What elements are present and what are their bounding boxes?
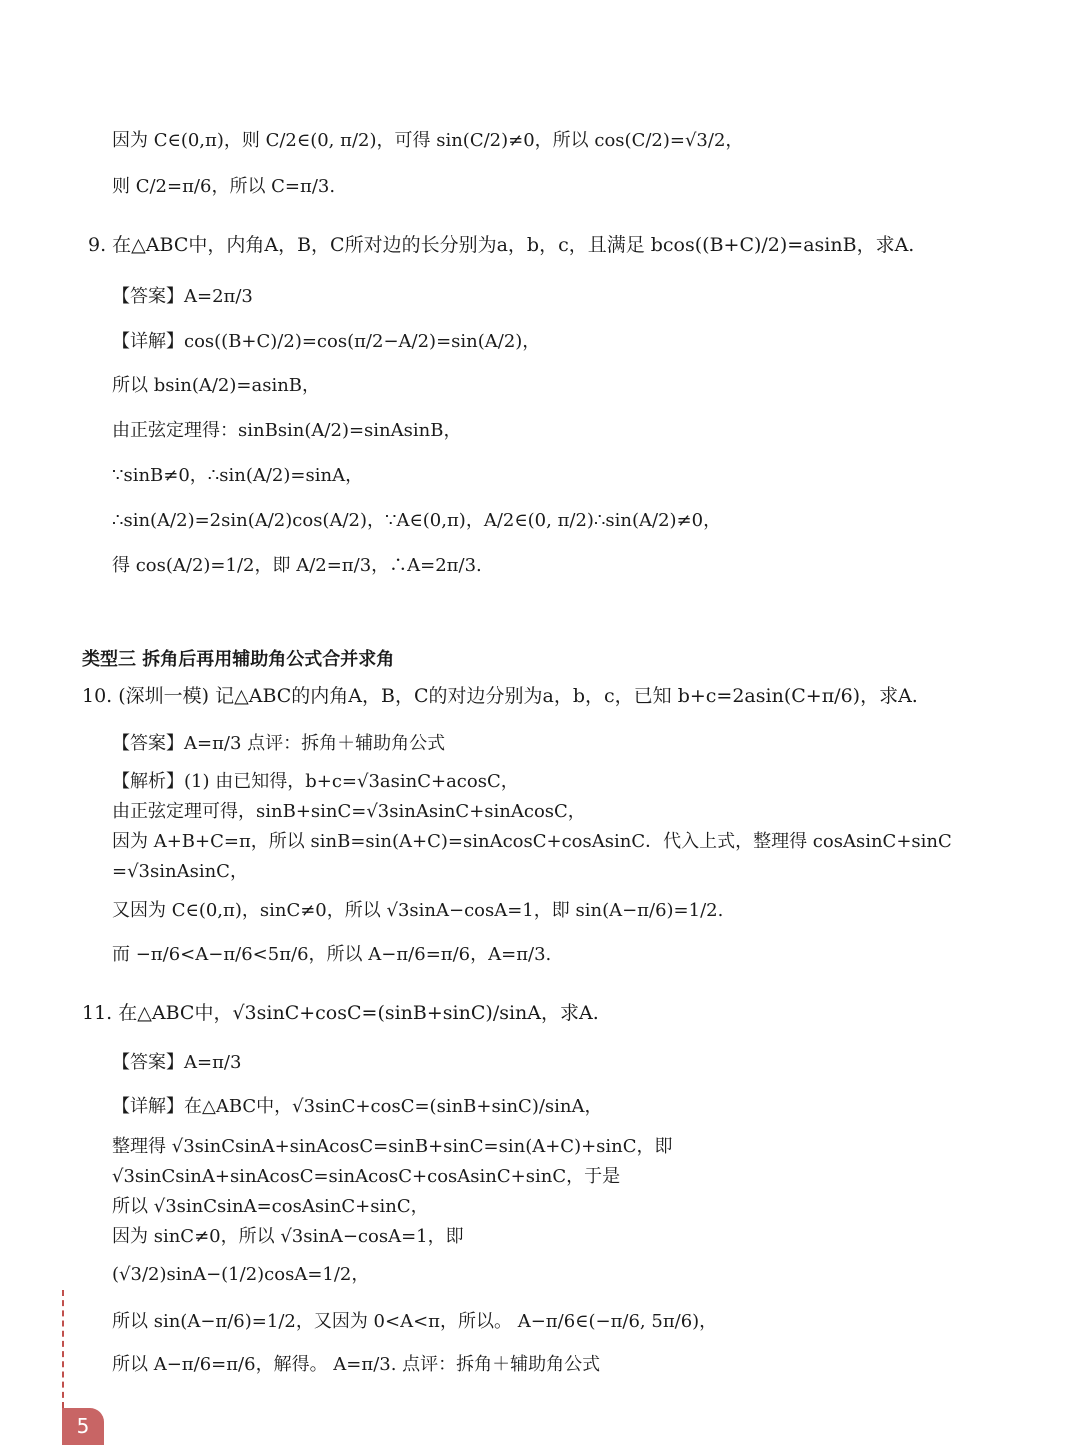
solution-line: 【详解】cos((B+C)/2)=cos(π/2−A/2)=sin(A/2)， (112, 331, 541, 352)
solution-line: ∵sinB≠0，∴sin(A/2)=sinA， (112, 465, 364, 486)
solution-line: 由正弦定理可得，sinB+sinC=√3sinAsinC+sinAcosC， (112, 801, 586, 822)
solution-line: 所以 √3sinCsinA=cosAsinC+sinC， (112, 1196, 429, 1217)
question-11: 11. 在△ABC中，√3sinC+cosC=(sinB+sinC)/sinA，求A. (82, 1002, 599, 1024)
solution-line: 所以 sin(A−π/6)=1/2，又因为 0<A<π，所以。 A−π/6∈(−π/6, 5π/6)， (112, 1311, 718, 1332)
text-line: 则 C/2=π/6，所以 C=π/3. (112, 176, 336, 197)
text-line: 因为 C∈(0,π)，则 C/2∈(0, π/2)，可得 sin(C/2)≠0，所以 cos(C/2)=√3/2， (112, 130, 744, 151)
solution-line: 由正弦定理得：sinBsin(A/2)=sinAsinB， (112, 420, 462, 441)
answer-line: 【答案】A=2π/3 (112, 286, 253, 307)
solution-line: 因为 sinC≠0，所以 √3sinA−cosA=1，即 (112, 1226, 464, 1247)
solution-line: ∴sin(A/2)=2sin(A/2)cos(A/2)，∵A∈(0,π)，A/2∈(0, π/2)∴sin(A/2)≠0， (112, 510, 722, 531)
answer-line: 【答案】A=π/3 (112, 1052, 242, 1073)
solution-line: 整理得 √3sinCsinA+sinAcosC=sinB+sinC=sin(A+C)+sinC，即 (112, 1136, 673, 1157)
solution-line: 因为 A+B+C=π，所以 sinB=sin(A+C)=sinAcosC+cosAsinC．代入上式，整理得 cosAsinC+sinC (112, 831, 952, 852)
solution-line: (√3/2)sinA−(1/2)cosA=1/2， (112, 1264, 370, 1285)
solution-line: √3sinCsinA+sinAcosC=sinAcosC+cosAsinC+sinC，于是 (112, 1166, 621, 1187)
solution-line: =√3sinAsinC， (112, 861, 248, 882)
solution-line: 所以 A−π/6=π/6，解得。 A=π/3. 点评：拆角＋辅助角公式 (112, 1354, 601, 1375)
question-9: 9. 在△ABC中，内角A，B，C所对边的长分别为a，b，c，且满足 bcos((B+C)/2)=asinB，求A. (88, 234, 915, 256)
page-margin-dashed-rule (62, 1290, 64, 1408)
section-heading: 类型三 拆角后再用辅助角公式合并求角 (82, 649, 395, 670)
solution-line: 得 cos(A/2)=1/2，即 A/2=π/3，∴A=2π/3. (112, 555, 482, 576)
solution-line: 又因为 C∈(0,π)，sinC≠0，所以 √3sinA−cosA=1，即 sin(A−π/6)=1/2. (112, 900, 724, 921)
solution-line: 所以 bsin(A/2)=asinB， (112, 375, 321, 396)
solution-line: 而 −π/6<A−π/6<5π/6，所以 A−π/6=π/6，A=π/3. (112, 944, 552, 965)
solution-line: 【详解】在△ABC中，√3sinC+cosC=(sinB+sinC)/sinA， (112, 1096, 603, 1117)
page-number: 5 (76, 1414, 90, 1438)
solution-line: 【解析】(1) 由已知得，b+c=√3asinC+acosC， (112, 771, 519, 792)
question-10: 10. (深圳一模) 记△ABC的内角A，B，C的对边分别为a，b，c，已知 b+c=2asin(C+π/6)，求A. (82, 685, 918, 707)
page-number-tab (62, 1408, 104, 1445)
answer-line: 【答案】A=π/3 点评：拆角＋辅助角公式 (112, 733, 446, 754)
